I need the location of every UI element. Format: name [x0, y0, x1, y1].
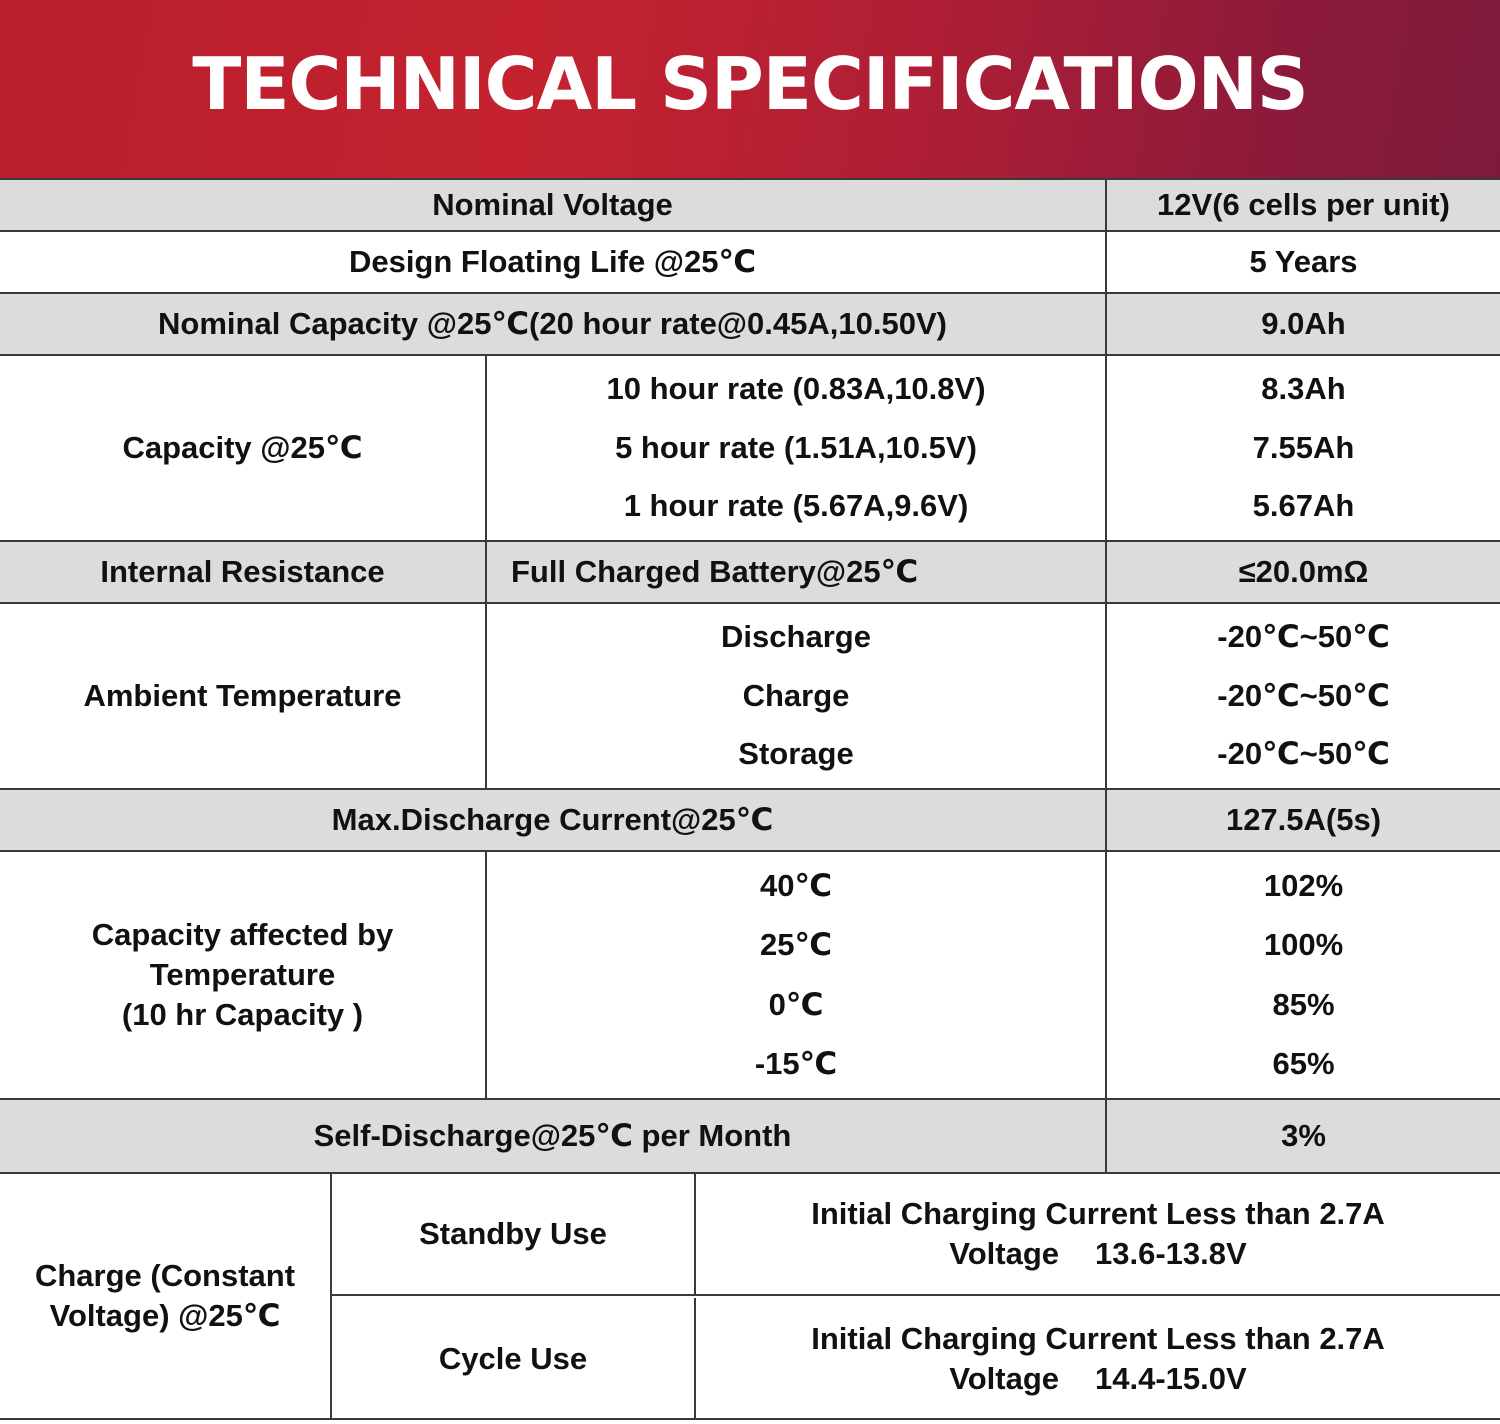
nominal-voltage-label: Nominal Voltage	[432, 186, 673, 222]
max-discharge-value: 127.5A(5s)	[1225, 801, 1382, 837]
table-row-nominal-capacity	[0, 294, 1500, 356]
cycle-voltage-value: 14.4-15.0V	[1095, 1361, 1247, 1396]
cycle-voltage	[949, 1359, 1246, 1399]
nominal-voltage-value: 12V(6 cells per unit)	[1157, 186, 1450, 222]
ambient-value-storage: -20℃~50℃	[1217, 736, 1390, 772]
temp-capacity-label-line1: Capacity affected by	[91, 916, 394, 952]
cycle-use-label: Cycle Use	[438, 1340, 588, 1376]
ambient-temperature-label: Ambient Temperature	[83, 677, 402, 713]
title-banner	[0, 0, 1500, 178]
table-row-internal-resistance	[0, 542, 1500, 604]
temp-condition-0: 0℃	[768, 986, 824, 1022]
ambient-value-discharge: -20℃~50℃	[1217, 619, 1390, 655]
cycle-current: Initial Charging Current Less than 2.7A	[811, 1320, 1385, 1356]
standby-voltage-value: 13.6-13.8V	[1095, 1236, 1247, 1271]
table-row-ambient-temperature	[0, 604, 1500, 790]
standby-voltage-label: Voltage	[949, 1236, 1059, 1271]
charge-label-line2: Voltage) @25℃	[49, 1298, 281, 1333]
ambient-condition-storage: Storage	[738, 736, 854, 772]
temp-value-minus15: 65%	[1272, 1046, 1335, 1082]
table-row-capacity	[0, 356, 1500, 542]
temp-value-25: 100%	[1263, 927, 1344, 963]
ambient-condition-charge: Charge	[742, 677, 850, 713]
standby-use-label: Standby Use	[419, 1215, 607, 1251]
floating-life-label: Design Floating Life @25℃	[348, 243, 757, 279]
table-row-floating-life	[0, 232, 1500, 294]
temp-condition-40: 40℃	[759, 867, 833, 903]
capacity-value-1h: 5.67Ah	[1252, 488, 1355, 524]
table-row-temp-capacity	[0, 852, 1500, 1100]
table-row-self-discharge	[0, 1100, 1500, 1174]
ambient-condition-discharge: Discharge	[721, 619, 871, 655]
capacity-value-5h: 7.55Ah	[1252, 429, 1355, 465]
internal-resistance-value: ≤20.0mΩ	[1238, 553, 1369, 589]
ambient-value-charge: -20℃~50℃	[1217, 677, 1390, 713]
temp-condition-25: 25℃	[759, 927, 833, 963]
table-row-charge	[0, 1174, 1500, 1420]
standby-voltage	[949, 1234, 1246, 1274]
standby-current: Initial Charging Current Less than 2.7A	[811, 1195, 1385, 1231]
temp-value-0: 85%	[1272, 986, 1335, 1022]
internal-resistance-label: Internal Resistance	[100, 553, 385, 589]
capacity-condition-5h: 5 hour rate (1.51A,10.5V)	[615, 429, 977, 465]
nominal-capacity-label: Nominal Capacity @25℃(20 hour rate@0.45A,10.50V)	[158, 305, 947, 341]
table-row-nominal-voltage	[0, 178, 1500, 232]
floating-life-value: 5 Years	[1249, 243, 1358, 279]
internal-resistance-condition: Full Charged Battery@25℃	[511, 553, 919, 589]
spec-table	[0, 178, 1500, 1420]
max-discharge-label: Max.Discharge Current@25℃	[331, 801, 774, 837]
table-row-max-discharge	[0, 790, 1500, 852]
self-discharge-value: 3%	[1281, 1117, 1326, 1153]
nominal-capacity-value: 9.0Ah	[1261, 305, 1346, 341]
temp-condition-minus15: -15℃	[754, 1046, 838, 1082]
page-title: TECHNICAL SPECIFICATIONS	[192, 42, 1308, 126]
capacity-condition-1h: 1 hour rate (5.67A,9.6V)	[623, 488, 969, 524]
capacity-value-10h: 8.3Ah	[1261, 371, 1346, 407]
temp-capacity-label-line2: Temperature	[149, 956, 336, 992]
charge-standby-row	[332, 1174, 1500, 1296]
charge-cycle-row	[332, 1298, 1500, 1420]
capacity-label: Capacity @25℃	[122, 429, 363, 465]
self-discharge-label: Self-Discharge@25℃ per Month	[313, 1117, 792, 1153]
temp-value-40: 102%	[1263, 867, 1344, 903]
cycle-voltage-label: Voltage	[949, 1361, 1059, 1396]
capacity-condition-10h: 10 hour rate (0.83A,10.8V)	[606, 371, 986, 407]
temp-capacity-label-line3: (10 hr Capacity )	[121, 997, 364, 1033]
charge-label-line1: Charge (Constant	[34, 1257, 296, 1293]
